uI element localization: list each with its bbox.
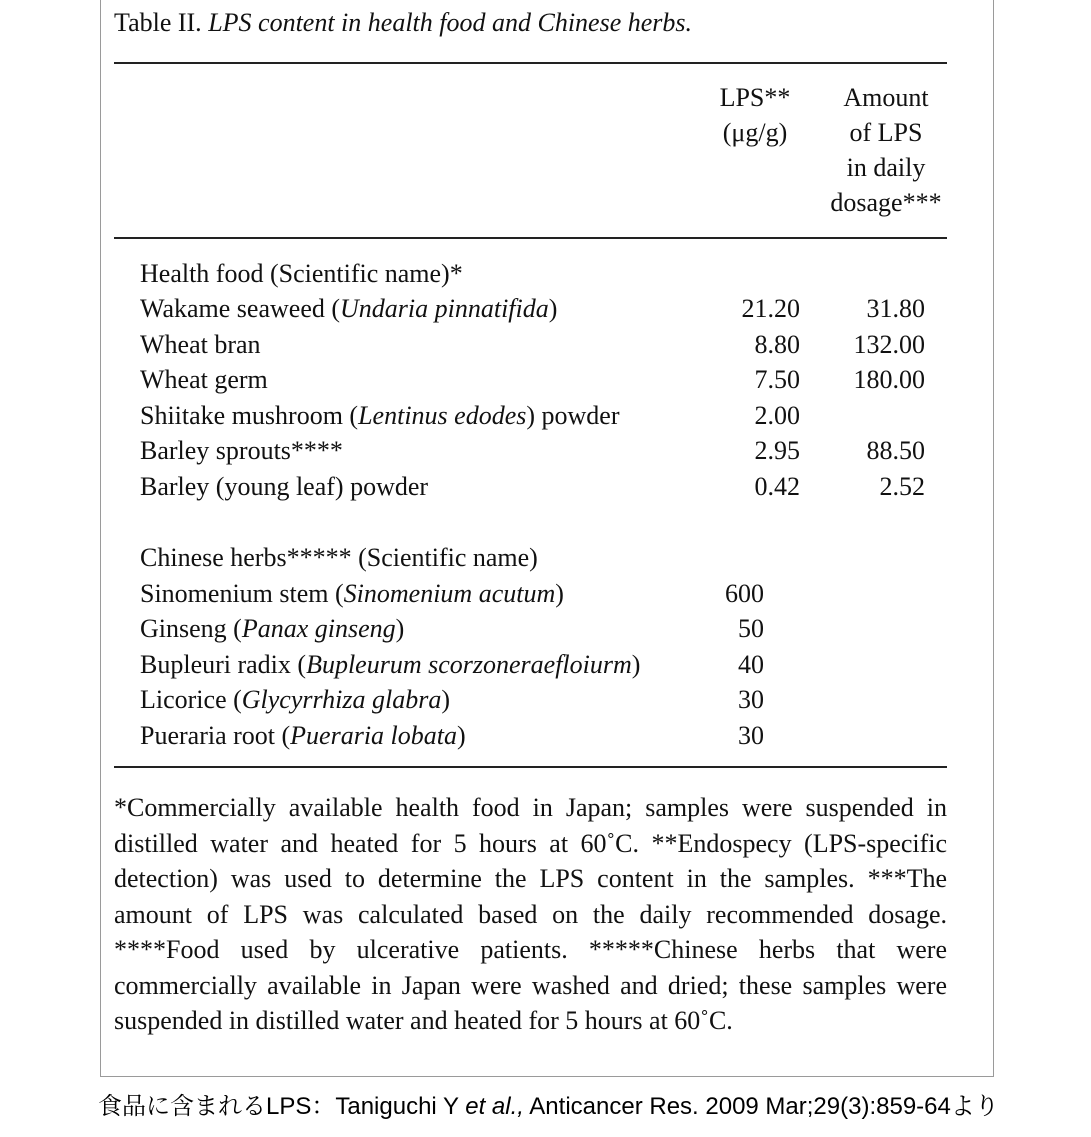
table-row: Wakame seaweed (Undaria pinnatifida) (140, 294, 558, 323)
table-title (114, 8, 692, 38)
header-lps (705, 80, 805, 150)
table-row: Wheat bran (140, 330, 261, 359)
header-lps-line: LPS** (719, 83, 791, 112)
table-row: Wheat germ (140, 365, 268, 394)
caption-suffix: Anticancer Res. 2009 Mar;29(3):859-64より (523, 1093, 999, 1120)
header-amount (820, 80, 952, 220)
bottom-rule (114, 766, 947, 768)
lps-value: 30 (738, 721, 764, 750)
header-amount-line: of LPS (849, 118, 923, 147)
amount-value: 31.80 (866, 294, 925, 323)
table-row: Pueraria root (Pueraria lobata) (140, 721, 466, 750)
amount-value: 180.00 (853, 365, 925, 394)
amount-value: 132.00 (853, 330, 925, 359)
lps-value: 600 (725, 579, 764, 608)
lps-value: 7.50 (754, 365, 800, 394)
lps-value: 40 (738, 650, 764, 679)
top-rule (114, 62, 947, 64)
table-title-text: LPS content in health food and Chinese herbs. (208, 8, 693, 37)
lps-value: 8.80 (754, 330, 800, 359)
header-lps-line: (μg/g) (722, 118, 788, 147)
table-title-label: Table II. (114, 8, 202, 37)
lps-value: 21.20 (741, 294, 800, 323)
lps-value: 2.95 (754, 436, 800, 465)
amount-value: 88.50 (866, 436, 925, 465)
table-row: Barley (young leaf) powder (140, 472, 429, 501)
amount-value: 2.52 (879, 472, 925, 501)
lps-value: 50 (738, 614, 764, 643)
header-amount-line: Amount (843, 83, 929, 112)
source-caption (98, 1086, 999, 1121)
table-row: Shiitake mushroom (Lentinus edodes) powder (140, 401, 620, 430)
lps-value: 2.00 (754, 401, 800, 430)
header-amount-line: dosage*** (830, 188, 942, 217)
caption-prefix: 食品に含まれるLPS：Taniguchi Y (98, 1093, 466, 1120)
lps-value: 0.42 (754, 472, 800, 501)
table-row: Barley sprouts**** (140, 436, 343, 465)
health-food-heading: Health food (Scientific name)* (140, 259, 463, 288)
chinese-herbs-heading: Chinese herbs***** (Scientific name) (140, 543, 538, 572)
lps-value: 30 (738, 685, 764, 714)
header-rule (114, 237, 947, 239)
caption-italic: et al., (465, 1093, 524, 1120)
table-row: Bupleuri radix (Bupleurum scorzoneraefloiurm) (140, 650, 641, 679)
table-row: Ginseng (Panax ginseng) (140, 614, 405, 643)
table-row: Sinomenium stem (Sinomenium acutum) (140, 579, 564, 608)
table-row: Licorice (Glycyrrhiza glabra) (140, 685, 451, 714)
table-footnote: *Commercially available health food in Japan; samples were suspended in distilled water and heated for 5 hours at 60˚C. **Endospecy (LPS-specific detection) was used to determine the LPS content in the samples. ***The amount of LPS was calculated based on the daily recommended dosage. ****Food used by ulcerative patients. *****Chinese herbs that were commercially available in Japan were washed and dried; these samples were suspended in distilled water and heated for 5 hours at 60˚C. (114, 793, 947, 1035)
header-amount-line: in daily (846, 153, 926, 182)
